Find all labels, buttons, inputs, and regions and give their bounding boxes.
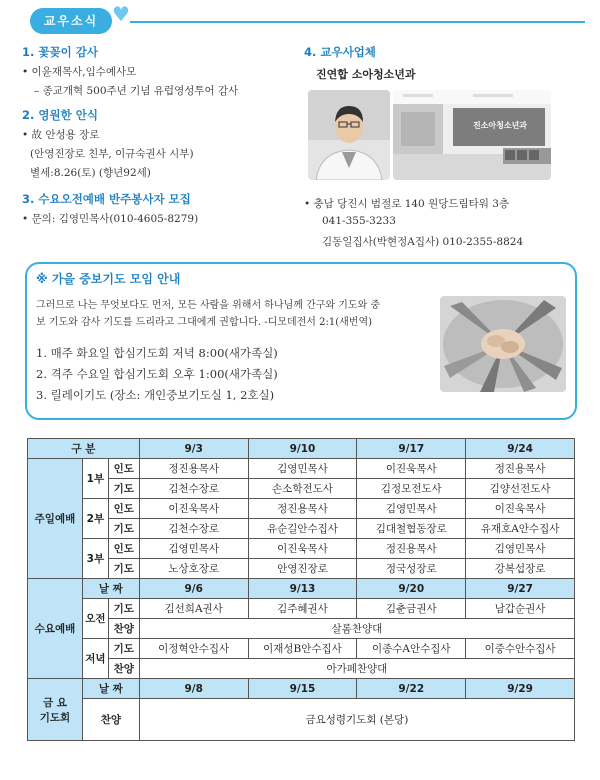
role-lead: 인도 [108,459,139,479]
sunday-date: 9/17 [357,439,466,459]
table-cell: 김대철협동장로 [357,519,466,539]
wed-date: 9/20 [357,579,466,599]
evening-praise-cell: 아가페찬양대 [139,659,574,679]
sunday-date: 9/24 [466,439,575,459]
clinic-sign: 진소아청소년과 [472,121,528,130]
role-praise: 찬양 [108,619,139,639]
table-cell: 안영진장로 [248,559,357,579]
table-cell: 김영민목사 [139,539,248,559]
volunteer-line1: • 문의: 김영민목사(010-4605-8279) [22,213,199,225]
wed-date: 9/6 [139,579,248,599]
header-category: 구 분 [28,439,140,459]
table-cell: 남갑순권사 [466,599,575,619]
role-praise: 찬양 [108,659,139,679]
table-cell: 정진용목사 [466,459,575,479]
role-prayer: 기도 [108,519,139,539]
table-cell: 강복섭장로 [466,559,575,579]
service-1-label: 1부 [82,459,108,499]
fri-date: 9/22 [357,679,466,699]
morning-praise-cell: 살롬찬양대 [139,619,574,639]
table-cell: 김영민목사 [466,539,575,559]
role-prayer: 기도 [108,559,139,579]
role-lead: 인도 [108,499,139,519]
table-cell: 이정혁안수집사 [139,639,248,659]
table-cell: 김선희A권사 [139,599,248,619]
table-cell: 정진용목사 [248,499,357,519]
business-address: • 충남 당진시 범절로 140 원당드림타워 3층 [304,198,510,210]
rest-line1: • 故 안성용 장로 [22,129,100,141]
date-label: 날 짜 [82,579,139,599]
business-title: 4. 교우사업체 [304,45,376,59]
wed-date: 9/27 [466,579,575,599]
table-cell: 김양선전도사 [466,479,575,499]
fri-date: 9/8 [139,679,248,699]
table-cell: 김춘금권사 [357,599,466,619]
wednesday-service-label: 수요예배 [28,579,83,679]
table-cell: 김천수장로 [139,479,248,499]
sunday-date: 9/10 [248,439,357,459]
morning-label: 오전 [82,599,108,639]
table-cell: 김영민목사 [357,499,466,519]
friday-praise-cell: 금요성령기도회 (본당) [139,699,574,741]
role-praise: 찬양 [82,699,139,741]
role-lead: 인도 [108,539,139,559]
prayer-item-1: 1. 매주 화요일 합심기도회 저녁 8:00(새가족실) [36,346,278,360]
role-prayer: 기도 [108,479,139,499]
heart-icon: ♥ [112,2,130,26]
section-header-tag: 교우소식 [30,8,112,34]
evening-label: 저녁 [82,639,108,679]
schedule-table [27,438,575,741]
friday-label-line1: 금 요 [42,696,67,709]
prayer-item-3: 3. 릴레이기도 (장소: 개인중보기도실 1, 2호실) [36,388,275,402]
table-cell: 이중수안수집사 [466,639,575,659]
table-cell: 노상호장로 [139,559,248,579]
table-cell: 김영민목사 [248,459,357,479]
service-2-label: 2부 [82,499,108,539]
table-cell: 유재호A안수집사 [466,519,575,539]
clinic-lobby-photo [393,90,551,180]
header-divider [130,21,585,23]
table-cell: 이진욱목사 [248,539,357,559]
friday-label-line2: 기도회 [39,711,71,724]
rest-title: 2. 영원한 안식 [22,108,98,122]
business-phone: 041-355-3233 [322,215,396,227]
thanks-title: 1. 꽃꽂이 감사 [22,45,98,59]
thanks-line2: – 종교개혁 500주년 기념 유럽영성투어 감사 [34,85,239,97]
date-label: 날 짜 [82,679,139,699]
thanks-line1: • 이윤재목사,임수예사모 [22,66,137,78]
table-cell: 이진욱목사 [139,499,248,519]
table-cell: 김천수장로 [139,519,248,539]
verse-line2: 보 기도와 감사 기도를 드리라고 그대에게 권합니다. -디모데전서 2:1(새번역) [36,317,373,328]
business-name: 진연합 소아청소년과 [316,68,416,81]
praying-hands-photo [440,296,566,392]
rest-line2: (안영진장로 친부, 이규숙권사 시부) [30,148,194,160]
fri-date: 9/29 [466,679,575,699]
sunday-date: 9/3 [139,439,248,459]
service-3-label: 3부 [82,539,108,579]
rest-line3: 별세:8.26(토) (향년92세) [30,167,151,179]
role-prayer: 기도 [108,599,139,619]
fri-date: 9/15 [248,679,357,699]
volunteer-title: 3. 수요오전예배 반주봉사자 모집 [22,192,191,206]
friday-service-label [28,679,83,741]
table-cell: 이종수A안수집사 [357,639,466,659]
table-cell: 김정모전도사 [357,479,466,499]
table-cell: 이진욱목사 [357,459,466,479]
table-cell: 이진욱목사 [466,499,575,519]
table-cell: 이재성B안수집사 [248,639,357,659]
doctor-photo [308,90,390,180]
prayer-meeting-title: ※ 가을 중보기도 모임 안내 [36,272,181,286]
table-cell: 김주혜권사 [248,599,357,619]
wed-date: 9/13 [248,579,357,599]
prayer-item-2: 2. 격주 수요일 합심기도회 오후 1:00(새가족실) [36,367,278,381]
table-cell: 정국성장로 [357,559,466,579]
table-cell: 정진용목사 [139,459,248,479]
role-prayer: 기도 [108,639,139,659]
business-contact: 김동일집사(박현정A집사) 010-2355-8824 [322,236,524,248]
table-cell: 유순길안수집사 [248,519,357,539]
table-cell: 손소학전도사 [248,479,357,499]
verse-line1: 그러므로 나는 무엇보다도 먼저, 모든 사람을 위해서 하나님께 간구와 기도와 중 [36,300,381,311]
table-cell: 정진용목사 [357,539,466,559]
sunday-service-label: 주일예배 [28,459,83,579]
